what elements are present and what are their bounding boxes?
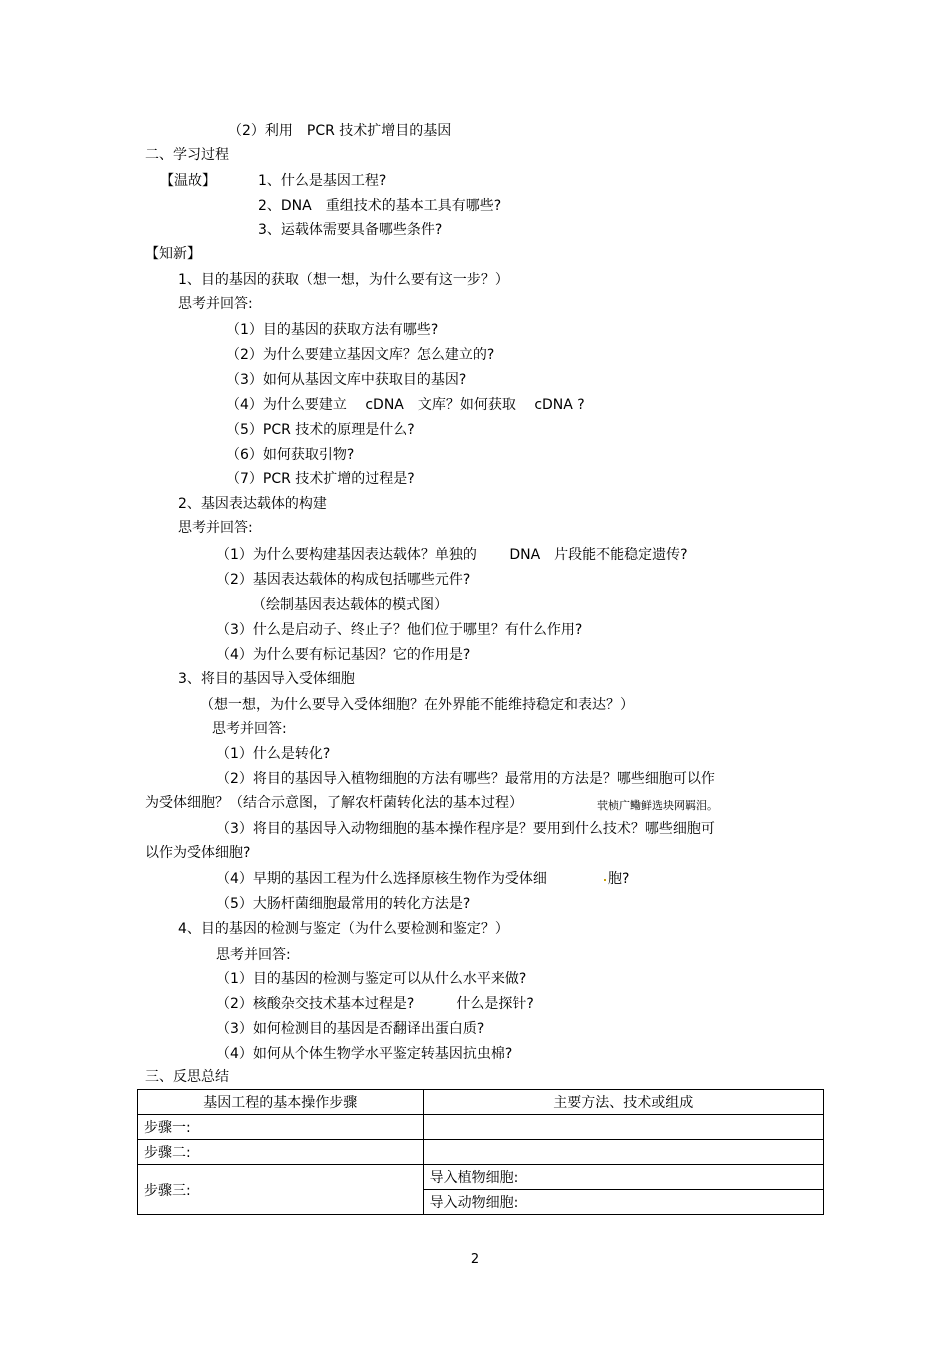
text-line: 4、目的基因的检测与鉴定（为什么要检测和鉴定？） xyxy=(178,921,509,937)
question-line: （1）目的基因的获取方法有哪些? xyxy=(226,322,439,338)
text-line: 思考并回答: xyxy=(212,721,287,737)
text-line: 以作为受体细胞? xyxy=(145,845,251,861)
question-line: （3）如何从基因文库中获取目的基因? xyxy=(226,372,467,388)
table-cell: 步骤二: xyxy=(138,1140,424,1165)
text-line: 1、目的基因的获取（想一想，为什么要有这一步？） xyxy=(178,272,509,288)
question-line: （7）PCR 技术扩增的过程是? xyxy=(226,471,415,487)
table-row xyxy=(138,1140,824,1165)
table-header-cell: 主要方法、技术或组成 xyxy=(423,1090,823,1115)
table-row xyxy=(138,1115,824,1140)
question-line: （2）将目的基因导入植物细胞的方法有哪些？最常用的方法是？哪些细胞可以作 xyxy=(216,771,715,787)
table-cell: 步骤一: xyxy=(138,1115,424,1140)
table-row xyxy=(138,1165,824,1190)
question-line: （4）为什么要有标记基因？它的作用是? xyxy=(216,647,471,663)
table-header-cell: 基因工程的基本操作步骤 xyxy=(138,1090,424,1115)
section-heading: 二、学习过程 xyxy=(145,147,229,163)
question-line: （5）PCR 技术的原理是什么? xyxy=(226,422,415,438)
question-line: （4）早期的基因工程为什么选择原核生物作为受体细 xyxy=(216,871,547,887)
question-line: （1）什么是转化? xyxy=(216,746,331,762)
subsection-label: 【温故】 xyxy=(160,173,216,189)
text-line: 3、将目的基因导入受体细胞 xyxy=(178,671,355,687)
question-line: （3）将目的基因导入动物细胞的基本操作程序是？要用到什么技术？哪些细胞可 xyxy=(216,821,715,837)
table-header-row xyxy=(138,1090,824,1115)
section-heading: 三、反思总结 xyxy=(145,1069,229,1085)
table-cell: 导入植物细胞: xyxy=(423,1165,823,1190)
summary-table xyxy=(137,1089,824,1215)
text-line: 思考并回答: xyxy=(178,520,253,536)
stray-mark xyxy=(604,879,606,881)
question-line: （1）为什么要构建基因表达载体？单独的 DNA 片段能不能稳定遗传? xyxy=(216,547,688,563)
question-line: （6）如何获取引物? xyxy=(226,447,355,463)
table-cell: 步骤三: xyxy=(138,1165,424,1215)
table-cell: 导入动物细胞: xyxy=(423,1190,823,1215)
text-line: 胞? xyxy=(608,871,630,887)
question-line: （2）基因表达载体的构成包括哪些元件? xyxy=(216,572,471,588)
question-line: （4）如何从个体生物学水平鉴定转基因抗虫棉? xyxy=(216,1046,513,1062)
text-line: 思考并回答: xyxy=(178,296,253,312)
text-line: 茕桢广鳓鲜选块网羁泪。 xyxy=(597,799,718,812)
text-line: 2、DNA 重组技术的基本工具有哪些? xyxy=(258,198,502,214)
table-cell xyxy=(423,1115,823,1140)
subsection-label: 【知新】 xyxy=(145,246,201,262)
text-line: 1、什么是基因工程? xyxy=(258,173,387,189)
text-line: 思考并回答: xyxy=(216,947,291,963)
question-line: （5）大肠杆菌细胞最常用的转化方法是? xyxy=(216,896,471,912)
text-line: （2）利用 PCR 技术扩增目的基因 xyxy=(228,123,452,139)
text-line: （想一想，为什么要导入受体细胞？在外界能不能维持稳定和表达？） xyxy=(200,697,634,713)
question-line: （2）核酸杂交技术基本过程是? 什么是探针? xyxy=(216,996,534,1012)
question-line: （4）为什么要建立 cDNA 文库？如何获取 cDNA ? xyxy=(226,397,585,413)
question-line: （3）什么是启动子、终止子？他们位于哪里？有什么作用? xyxy=(216,622,583,638)
text-line: 3、运载体需要具备哪些条件? xyxy=(258,222,443,238)
table-cell xyxy=(423,1140,823,1165)
text-line: （绘制基因表达载体的模式图） xyxy=(252,597,448,613)
question-line: （1）目的基因的检测与鉴定可以从什么水平来做? xyxy=(216,971,527,987)
question-line: （3）如何检测目的基因是否翻译出蛋白质? xyxy=(216,1021,485,1037)
text-line: 为受体细胞？（结合示意图，了解农杆菌转化法的基本过程） xyxy=(145,795,523,811)
page-number: 2 xyxy=(470,1252,480,1267)
question-line: （2）为什么要建立基因文库？怎么建立的? xyxy=(226,347,495,363)
text-line: 2、基因表达载体的构建 xyxy=(178,496,327,512)
